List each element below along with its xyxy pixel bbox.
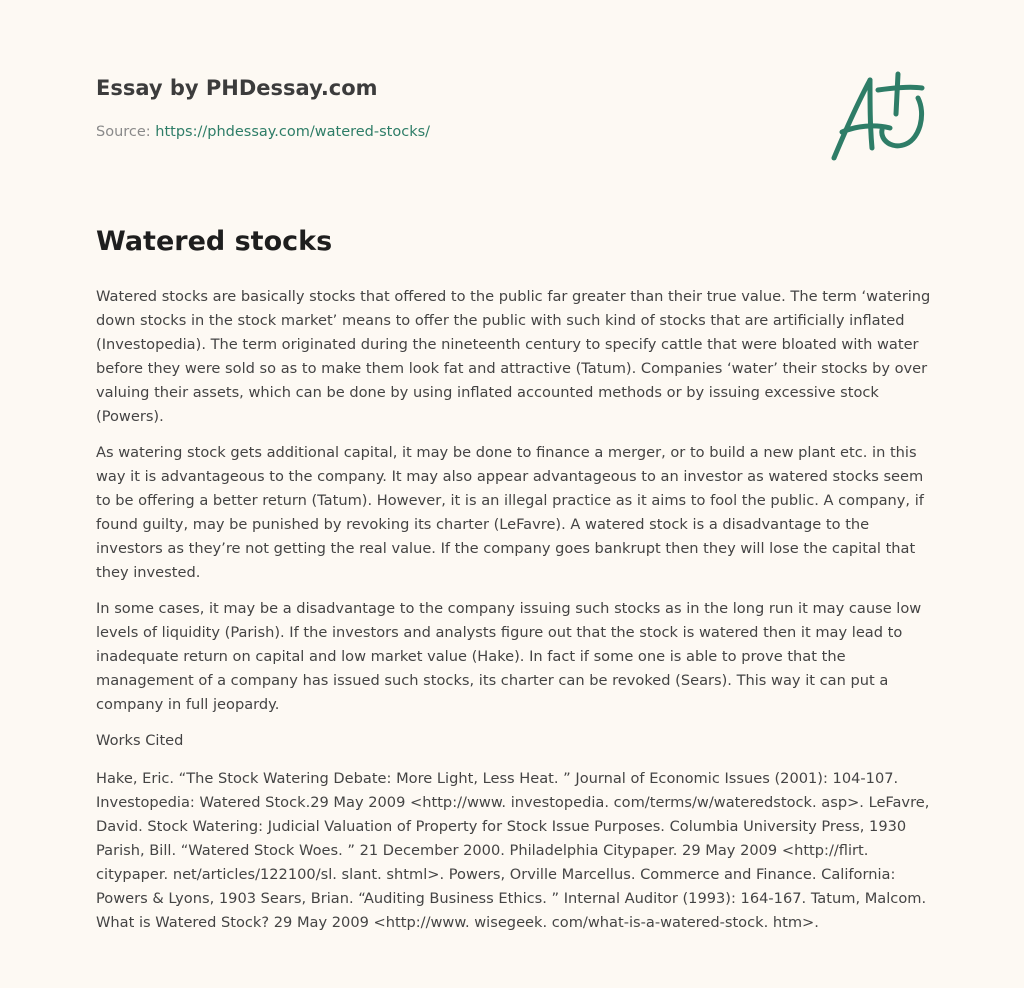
essay-paragraph: Watered stocks are basically stocks that offered to the public far greater than their true value. The term ‘watering down stocks in the stock market’ means to offer the public with such kind of stocks that are artificially inflated (Investopedia). The term originated during the nineteenth century to specify cattle that were bloated with water before they were sold so as to make them look fat and attractive (Tatum). Companies ‘water’ their stocks by over valuing their assets, which can be done by using inflated accounted methods or by issuing excessive stock (Powers).: [96, 288, 931, 425]
essay-body: [96, 285, 932, 947]
essay-paragraph: As watering stock gets additional capital, it may be done to finance a merger, or to build a new plant etc. in this way it is advantageous to the company. It may also appear advantageous to an investor as watered stocks seem to be offering a better return (Tatum). However, it is an illegal practice as it aims to fool the public. A company, if found guilty, may be punished by revoking its charter (LeFavre). A watered stock is a disadvantage to the investors as they’re not getting the real value. If the company goes bankrupt then they will lose the capital that they invested.: [96, 444, 924, 581]
source-link[interactable]: https://phdessay.com/watered-stocks/: [155, 124, 431, 140]
a-plus-logo-icon: [826, 68, 928, 164]
essay-title: Watered stocks: [96, 226, 333, 257]
works-cited-list: Hake, Eric. “The Stock Watering Debate: More Light, Less Heat. ” Journal of Economic Issues (2001): 104-107. Investopedia: Watered Stock.29 May 2009 <http://www. investopedia. com/terms/w/wateredstock. asp>. LeFavre, David. Stock Watering: Judicial Valuation of Property for Stock Issue Purposes. Columbia University Press, 1930 Parish, Bill. “Watered Stock Woes. ” 21 December 2000. Philadelphia Citypaper. 29 May 2009 <http://flirt. citypaper. net/articles/122100/sl. slant. shtml>. Powers, Orville Marcellus. Commerce and Finance. California: Powers & Lyons, 1903 Sears, Brian. “Auditing Business Ethics. ” Internal Auditor (1993): 164-167. Tatum, Malcom. What is Watered Stock? 29 May 2009 <http://www. wisegeek. com/what-is-a-watered-stock. htm>.: [96, 770, 930, 931]
source-line: [96, 124, 430, 140]
site-title: Essay by PHDessay.com: [96, 76, 378, 100]
source-label: Source:: [96, 124, 151, 140]
essay-paragraph: In some cases, it may be a disadvantage to the company issuing such stocks as in the long run it may cause low levels of liquidity (Parish). If the investors and analysts figure out that the stock is watered then it may lead to inadequate return on capital and low market value (Hake). In fact if some one is able to prove that the management of a company has issued such stocks, its charter can be revoked (Sears). This way it can put a company in full jeopardy.: [96, 600, 922, 713]
works-cited-heading: Works Cited: [96, 732, 184, 749]
